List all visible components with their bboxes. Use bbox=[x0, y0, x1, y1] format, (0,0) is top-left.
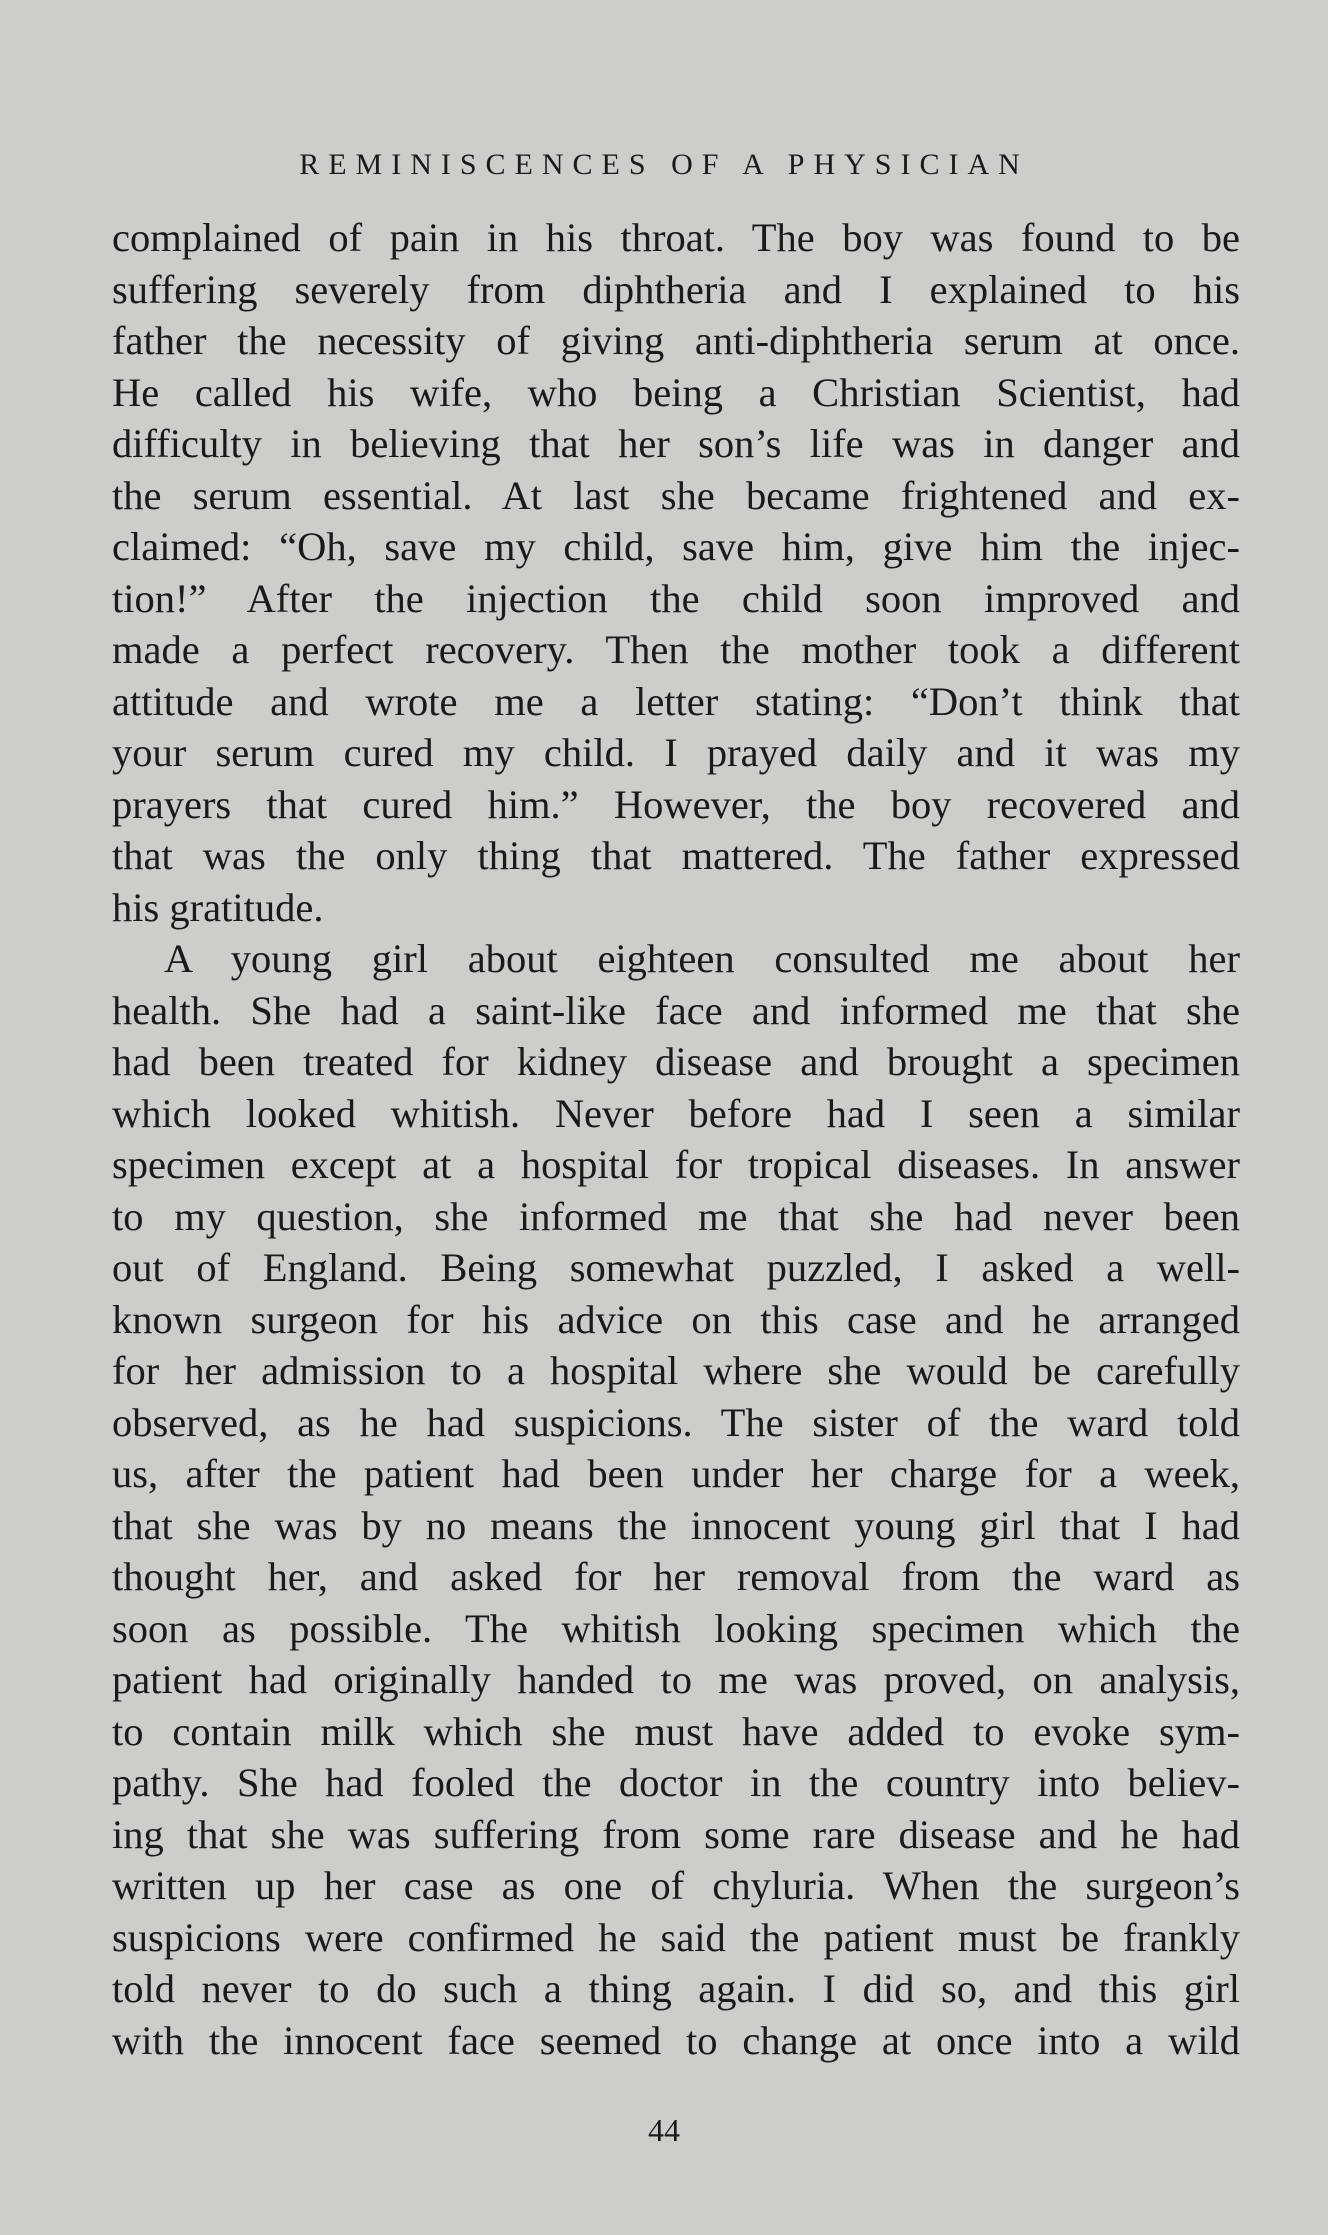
text-line: known surgeon for his advice on this case and he arranged bbox=[112, 1296, 1240, 1342]
text-line: ing that she was suffering from some rare disease and he had bbox=[112, 1811, 1240, 1857]
text-line: the serum essential. At last she became frightened and ex- bbox=[112, 472, 1240, 518]
text-line: tion!” After the injection the child soon improved and bbox=[112, 575, 1240, 621]
text-line: A young girl about eighteen consulted me about her bbox=[164, 936, 1240, 981]
text-line: had been treated for kidney disease and brought a specimen bbox=[112, 1039, 1240, 1084]
text-line: made a perfect recovery. Then the mother took a different bbox=[112, 627, 1240, 672]
text-line: to my question, she informed me that she had never been bbox=[112, 1193, 1240, 1239]
text-line: specimen except at a hospital for tropical diseases. In answer bbox=[112, 1142, 1240, 1187]
text-line: suspicions were confirmed he said the patient must be frankly bbox=[112, 1914, 1240, 1960]
text-line: to contain milk which she must have added to evoke sym- bbox=[112, 1708, 1240, 1754]
text-line: claimed: “Oh, save my child, save him, give him the injec- bbox=[112, 524, 1240, 569]
text-line: out of England. Being somewhat puzzled, I asked a well- bbox=[112, 1245, 1240, 1290]
page-number: 44 bbox=[648, 2112, 680, 2148]
paragraph-2 bbox=[112, 933, 1240, 2066]
text-line: which looked whitish. Never before had I seen a similar bbox=[112, 1090, 1240, 1136]
text-line: complained of pain in his throat. The boy was found to be bbox=[112, 215, 1240, 260]
text-line: told never to do such a thing again. I did so, and this girl bbox=[112, 1966, 1240, 2011]
text-line: pathy. She had fooled the doctor in the country into believ- bbox=[112, 1760, 1240, 1805]
text-line: observed, as he had suspicions. The sister of the ward told bbox=[112, 1399, 1240, 1445]
text-line: patient had originally handed to me was proved, on analysis, bbox=[112, 1657, 1240, 1702]
running-head: REMINISCENCES OF A PHYSICIAN bbox=[299, 148, 1029, 181]
text-line: prayers that cured him.” However, the boy recovered and bbox=[112, 781, 1240, 827]
paragraph-1 bbox=[112, 212, 1240, 933]
text-line: your serum cured my child. I prayed daily and it was my bbox=[112, 730, 1240, 775]
text-line: father the necessity of giving anti-diphtheria serum at once. bbox=[112, 318, 1240, 363]
text-line: his gratitude. bbox=[112, 884, 324, 930]
text-line: written up her case as one of chyluria. When the surgeon’s bbox=[112, 1863, 1240, 1908]
text-line: for her admission to a hospital where she would be carefully bbox=[112, 1348, 1240, 1393]
text-line: attitude and wrote me a letter stating: “Don’t think that bbox=[112, 678, 1240, 724]
text-line: soon as possible. The whitish looking specimen which the bbox=[112, 1605, 1240, 1651]
text-line: that was the only thing that mattered. The father expressed bbox=[112, 833, 1240, 878]
text-line: difficulty in believing that her son’s life was in danger and bbox=[112, 421, 1240, 466]
text-line: with the innocent face seemed to change at once into a wild bbox=[112, 2017, 1240, 2063]
text-line: thought her, and asked for her removal from the ward as bbox=[112, 1554, 1240, 1599]
text-line: He called his wife, who being a Christian Scientist, had bbox=[112, 369, 1240, 415]
text-line: health. She had a saint-like face and informed me that she bbox=[112, 987, 1240, 1033]
text-line: us, after the patient had been under her charge for a week, bbox=[112, 1451, 1240, 1496]
text-line: suffering severely from diphtheria and I explained to his bbox=[112, 266, 1240, 312]
text-line: that she was by no means the innocent young girl that I had bbox=[112, 1502, 1240, 1548]
body-text bbox=[112, 212, 1240, 2066]
